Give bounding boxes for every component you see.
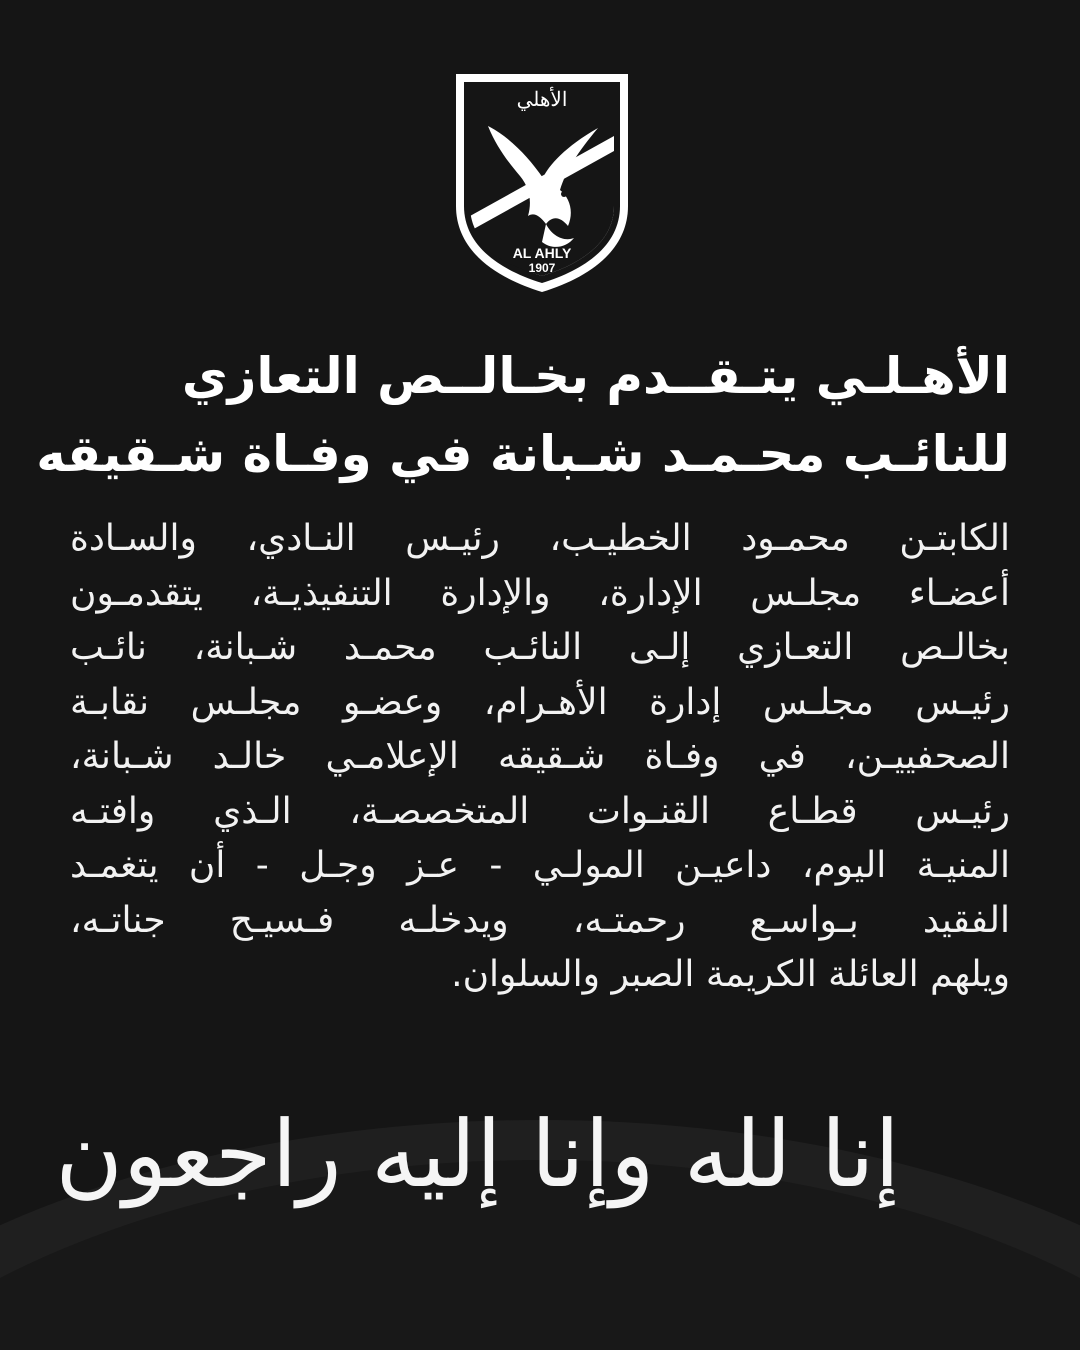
message-line: المنيـة اليوم، داعيـن المولـي - عـز وجـل - أن يتغمـد [70,845,1010,886]
message-line: رئيـس قطـاع القنـوات المتخصصـة، الـذي وافتـه [70,790,1010,832]
message-line: الصحفييـن، في وفـاة شـقيقه الإعلامـي خالـد شـبانة، [70,736,1010,777]
message-line: رئيـس مجلـس إدارة الأهـرام، وعضـو مجلـس نقابـة [70,681,1010,723]
logo-latin-name: AL AHLY [512,245,572,261]
message-line: أعضـاء مجلـس الإدارة، والإدارة التنفيذيـة، يتقدمـون [70,572,1010,614]
condolence-message [70,512,1010,1003]
quran-verse-calligraphy: إنا لله وإنا إليه راجعون [55,1101,900,1208]
logo-year: 1907 [528,261,556,275]
al-ahly-logo [448,66,636,296]
logo-arabic-name: الأهلي [516,87,568,111]
eagle-crest-icon [448,66,636,296]
message-line: بخالـص التعـازي إلـى النائـب محمـد شـبانة، نائـب [70,627,1010,668]
message-line: ويلهم العائلة الكريمة الصبر والسلوان. [451,954,1010,995]
headline-line-2: للنائـب محـمـد شـبانة في وفـاة شـقيقه [36,425,1010,483]
headline-line-1: الأهـلـي يتـقــدم بخـالــص التعازي [181,347,1010,405]
message-line: الفقيد بـواسـع رحمتـه، ويدخلـه فـسيـح جناتـه، [70,899,1010,941]
message-line: الكابتـن محمـود الخطيـب، رئيـس النـادي، والسـادة [70,518,1010,559]
